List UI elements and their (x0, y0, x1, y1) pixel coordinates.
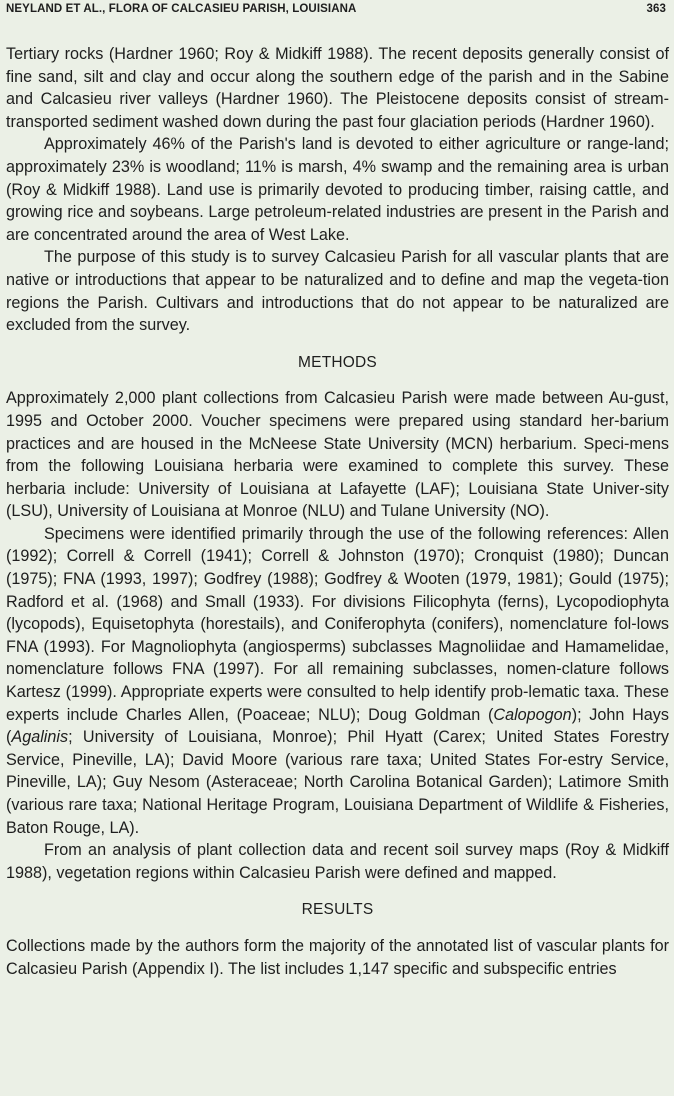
running-header (6, 3, 666, 21)
paragraph-results: Collections made by the authors form the majority of the annotated list of vascular plants for Calcasieu Parish (Appendix I). The list includes 1,147 specific and subspecific entries (6, 936, 669, 978)
running-title: NEYLAND ET AL., FLORA OF CALCASIEU PARISH, LOUISIANA (6, 3, 357, 15)
paragraph-geology: Tertiary rocks (Hardner 1960; Roy & Midkiff 1988). The recent deposits generally consist of fine sand, silt and clay and occur along the southern edge of the parish and in the Sabine and Calcasieu river valleys (Hardner 1960). The Pleistocene deposits consist of stream-transported sediment washed down during the past four glaciation periods (Hardner 1960). (6, 45, 669, 131)
paragraph-land-use: Approximately 46% of the Parish's land is devoted to either agriculture or range-land; approximately 23% is woodland; 11% is marsh, 4% swamp and the remaining area is urban (Roy & Midkiff 1988). Land use is primarily devoted to producing timber, raising cattle, and growing rice and soybeans. Large petroleum-related industries are present in the Parish and are concentrated around the area of West Lake. (6, 135, 669, 244)
calopogon-genus: Calopogon (493, 705, 572, 724)
page-number: 363 (646, 3, 666, 15)
identification-text-part-3: ; University of Louisiana, Monroe); Phil Hyatt (Carex; United States Forestry Service, Pineville, LA); David Moore (various rare taxa; United States For-estry Service, Pineville, LA); Guy Nesom (Asteraceae; North Carolina Botanical Garden); Latimore Smith (various rare taxa; National Heritage Program, Louisiana Department of Wildlife & Fisheries, Baton Rouge, LA). (6, 728, 669, 837)
methods-heading: METHODS (298, 353, 377, 371)
paragraph-identification (6, 523, 669, 839)
article-body (6, 43, 669, 980)
paragraph-vegetation-mapping: From an analysis of plant collection data and recent soil survey maps (Roy & Midkiff 1988), vegetation regions within Calcasieu Parish were defined and mapped. (6, 841, 669, 882)
paragraph-collections: Approximately 2,000 plant collections from Calcasieu Parish were made between Au-gust, 1995 and October 2000. Voucher specimens were prepared using standard her-barium practices and are housed in the McNeese State University (MCN) herbarium. Speci-mens from the following Louisiana herbaria were examined to complete this survey. These herbaria include: University of Louisiana at Lafayette (LAF); Louisiana State Univer-sity (LSU), University of Louisiana at Monroe (NLU) and Tulane University (NO). (6, 389, 669, 521)
identification-text-part-2: ); John Hays ( (6, 705, 669, 747)
agalinis-genus: Agalinis (11, 728, 69, 747)
results-heading: RESULTS (301, 901, 374, 919)
paragraph-purpose: The purpose of this study is to survey Calcasieu Parish for all vascular plants that are native or introductions that appear to be naturalized and to define and map the vegeta-tion regions the Parish. Cultivars and introductions that do not appear to be naturalized are excluded from the survey. (6, 248, 669, 335)
identification-text-part-1: Specimens were identified primarily through the use of the following references: Allen (1992); Correll & Correll (1941); Correll & Johnston (1970); Cronquist (1980); Duncan (1975); FNA (1993, 1997); Godfrey (1988); Godfrey & Wooten (1979, 1981); Gould (1975); Radford et al. (1968) and Small (1933). For divisions Filicophyta (ferns), Lycopodiophyta (lycopods), Equisetophyta (horestails), and Coniferophyta (conifers), nomenclature fol-lows FNA (1993). For Magnoliophyta (angiosperms) subclasses Magnoliidae and Hamamelidae, nomenclature follows FNA (1997). For all remaining subclasses, nomen-clature follows Kartesz (1999). Appropriate experts were consulted to help identify prob-lematic taxa. These experts include Charles Allen, (Poaceae; NLU); Doug Goldman ( (6, 524, 669, 724)
